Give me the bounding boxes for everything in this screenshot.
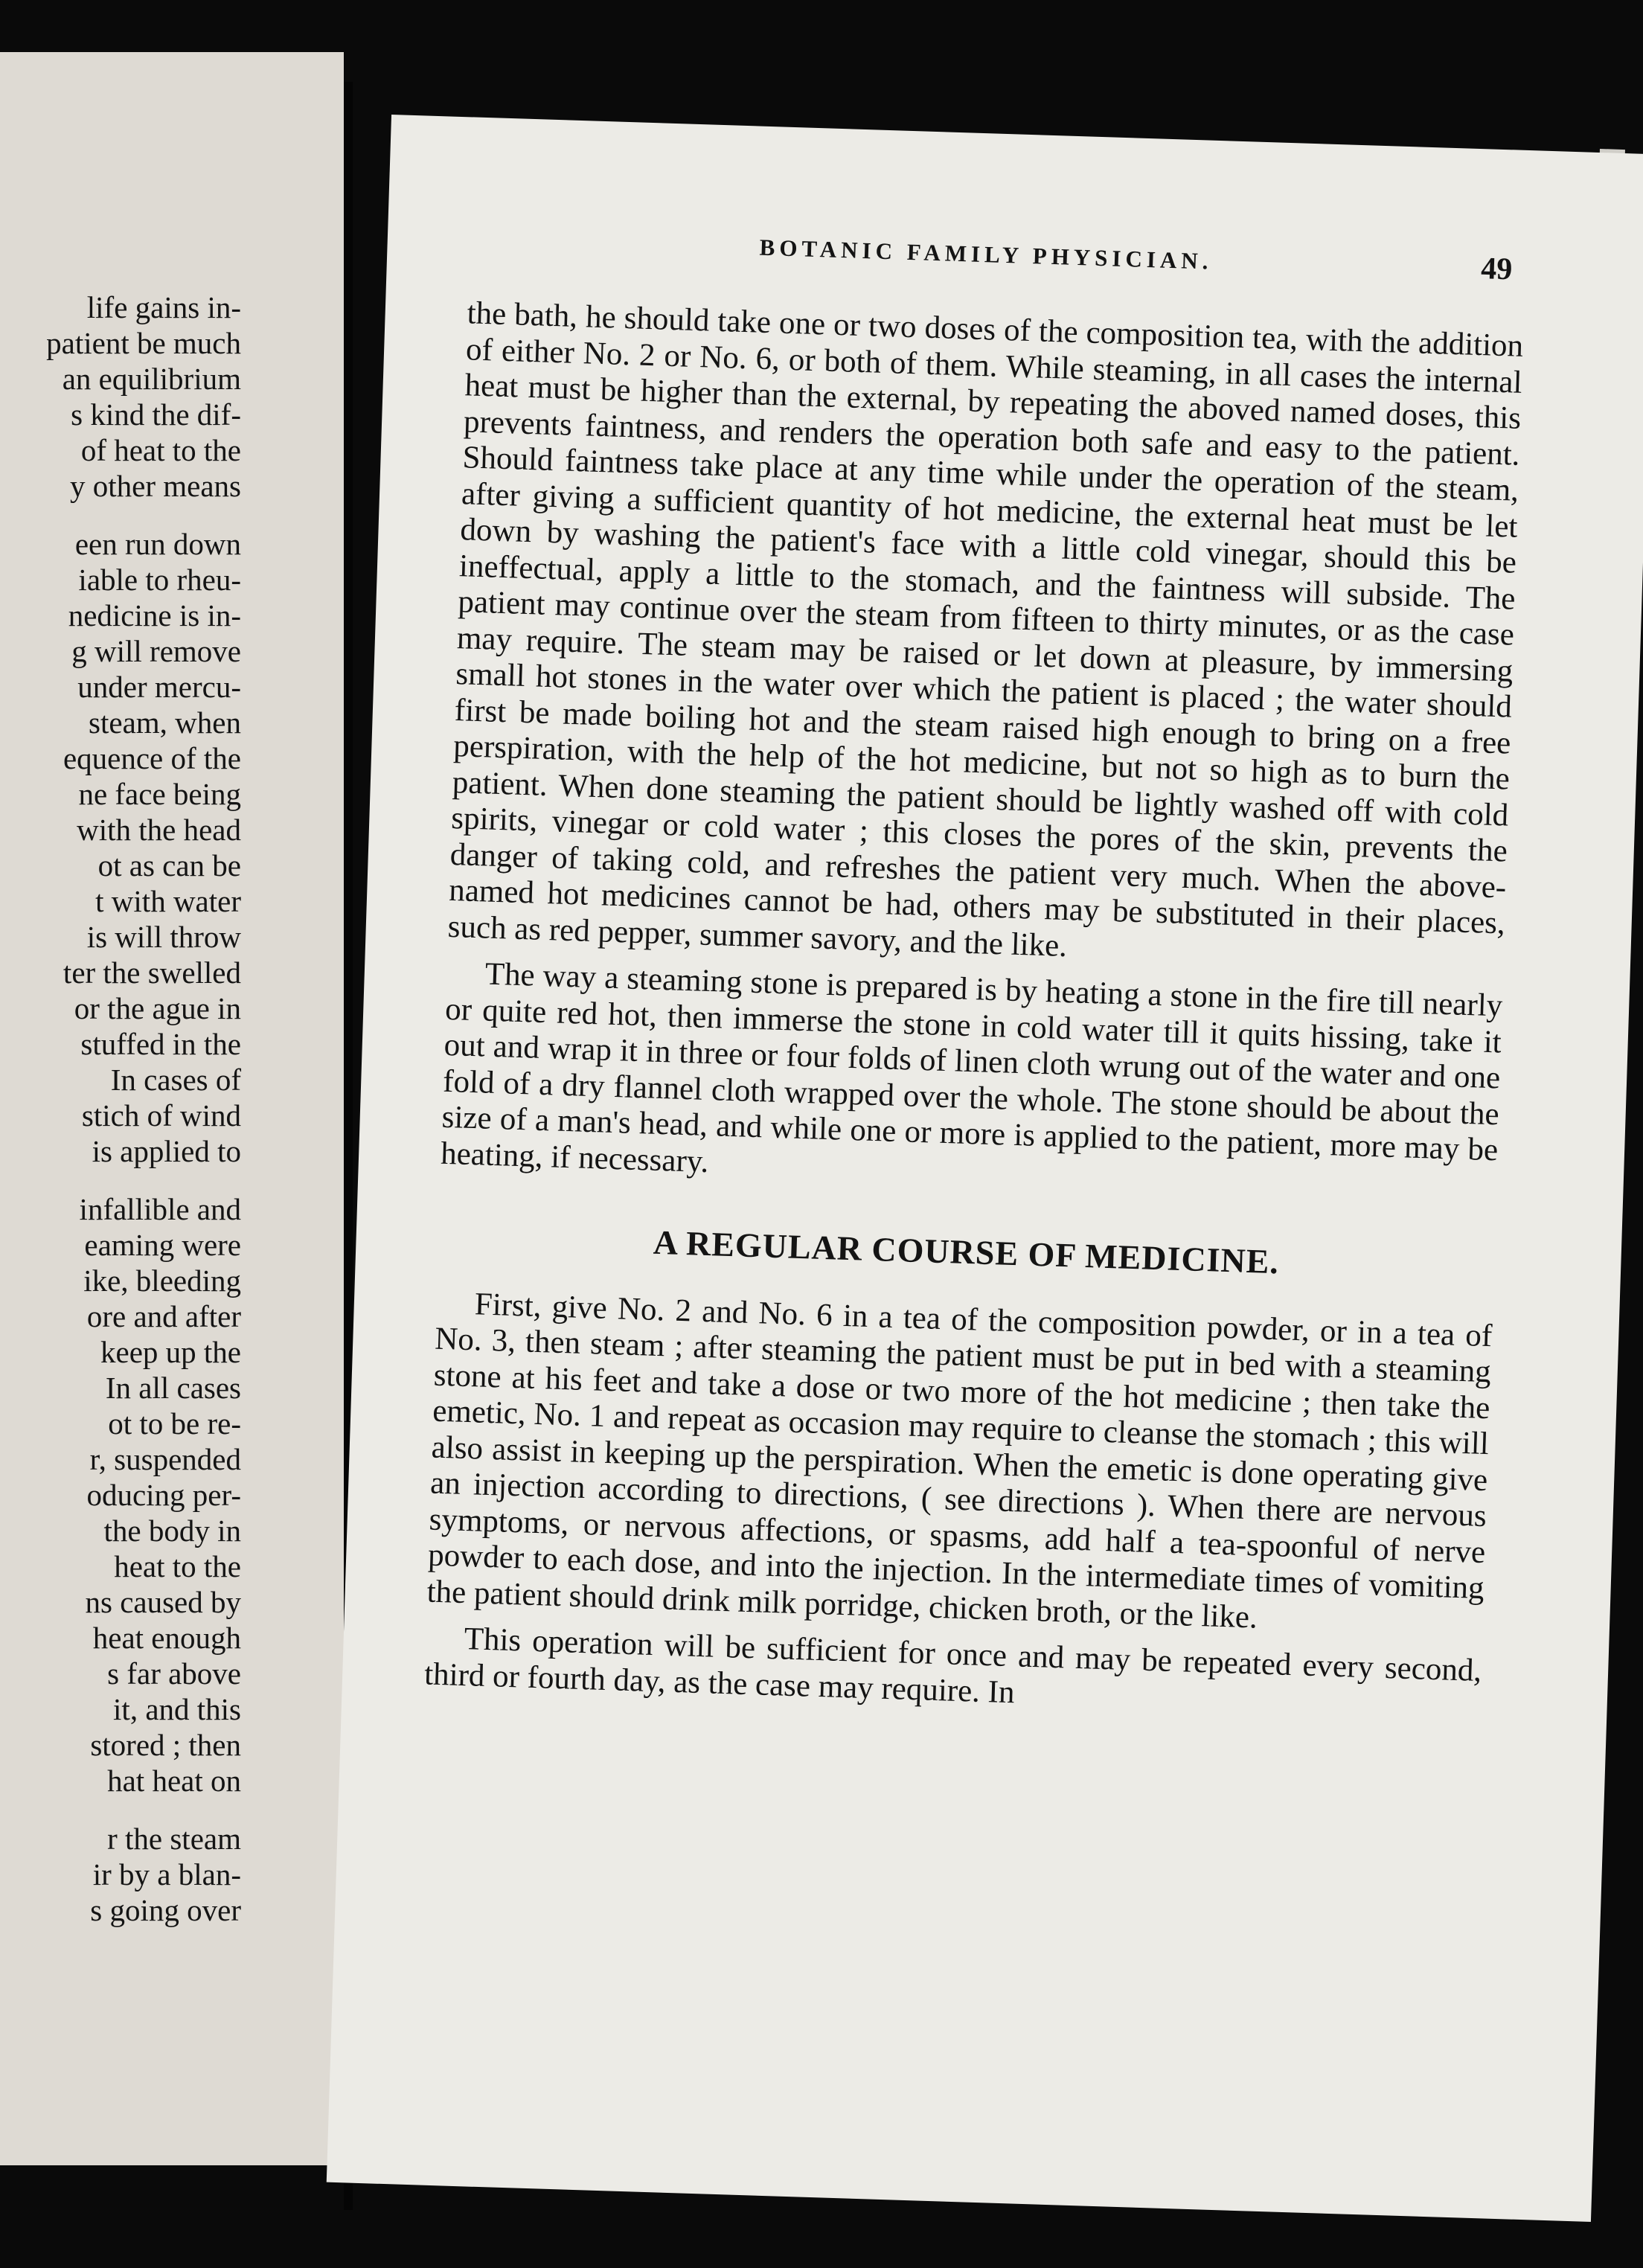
left-page-line: een run down (74, 527, 241, 561)
left-page-line: steam, when (89, 705, 241, 740)
left-page-line: keep up the (100, 1335, 241, 1369)
left-page-line: r, suspended (89, 1442, 241, 1476)
left-page-line: the body in (103, 1513, 241, 1548)
left-page-line: hat heat on (107, 1764, 241, 1798)
left-page-line: ike, bleeding (83, 1263, 241, 1298)
left-page-line: y other means (70, 469, 241, 503)
running-head: BOTANIC FAMILY PHYSICIAN. (759, 234, 1214, 275)
left-page-line: stuffed in the (80, 1027, 241, 1061)
left-page-line: is will throw (86, 920, 241, 954)
body-text (423, 295, 1523, 1726)
left-page-line: stich of wind (81, 1098, 241, 1133)
left-page-line: stored ; then (90, 1728, 241, 1762)
left-page-line: In cases of (110, 1063, 241, 1097)
left-page-line: or the ague in (74, 991, 241, 1025)
left-page-line: nedicine is in- (68, 598, 241, 632)
left-page-line: s kind the dif- (71, 397, 241, 432)
left-page-line: In all cases (105, 1371, 241, 1405)
left-page-line: life gains in- (86, 290, 241, 324)
section-heading: A REGULAR COURSE OF MEDICINE. (653, 1223, 1280, 1281)
left-page-line: oducing per- (86, 1478, 241, 1512)
left-page-line: ns caused by (85, 1585, 241, 1619)
left-page-line: equence of the (63, 741, 241, 775)
paragraph: the bath, he should take one or two doses of the composition tea, with the addition of either No. 2 or No. 6, or both of them. While steaming, in all cases the internal heat must be higher than the external, by repeating the aboved named doses, this prevents faintness, and renders the operation both safe and easy to the patient. Should faintness take place at any time while under the operation of the steam, after giving a sufficient quantity of hot medicine, the external heat must be let down by washing the patient's face with a little cold vinegar, should this be ineffectual, apply a little to the stomach, and the faintness will subside. The patient may continue over the steam from fifteen to thirty minutes, or as the case may require. The steam may be raised or let down at pleasure, by immersing small hot stones in the water over which the patient is placed ; the water should first be made boiling hot and the steam raised high enough to bring on a free perspiration, with the help of the hot medicine, but not so high as to burn the patient. When done steaming the patient should be lightly washed off with cold spirits, vinegar or cold water ; this closes the pores of the skin, prevents the danger of taking cold, and refreshes the patient very much. When the above-named hot medicines cannot be had, others may be substituted in their places, such as red pepper, summer savory, and the like. (447, 295, 1524, 964)
left-page-line: heat enough (92, 1621, 241, 1655)
left-page-line: patient be much (46, 326, 241, 360)
left-page-line: infallible and (79, 1192, 241, 1226)
page-number: 49 (1480, 252, 1513, 287)
left-page (0, 52, 344, 2165)
left-page-line: with the head (77, 813, 241, 847)
paragraph: The way a steaming stone is prepared is by heating a stone in the fire till nearly or quite red hot, then immerse the stone in cold water till it quits hissing, take it out and wrap it in three or four folds of linen cloth wrung out of the water and one fold of a dry flannel cloth wrapped over the whole. The stone should be about the size of a man's head, and while one or more is applied to the patient, more may be heating, if necessary. (440, 956, 1503, 1179)
left-page-line: r the steam (107, 1822, 241, 1856)
right-page (327, 115, 1643, 2222)
left-page-line: t with water (95, 884, 241, 918)
left-page-line: it, and this (113, 1692, 241, 1726)
left-page-line: eaming were (84, 1228, 241, 1262)
left-page-line: under mercu- (77, 670, 241, 704)
left-page-line: ot to be re- (108, 1406, 241, 1441)
left-page-line: ore and after (86, 1299, 241, 1333)
left-page-line: ter the swelled (63, 955, 241, 990)
left-page-line: heat to the (114, 1549, 241, 1583)
left-page-line: s far above (107, 1656, 241, 1691)
left-page-line: ir by a blan- (92, 1857, 241, 1891)
paragraph: First, give No. 2 and No. 6 in a tea of the composition powder, or in a tea of No. 3, then steam ; after steaming the patient must be put in bed with a steaming stone at his feet and take a dose or two more of the hot medicine ; then take the emetic, No. 1 and repeat as occasion may require to cleanse the stomach ; this will also assist in keeping up the perspiration. When the emetic is done operating give an injection according to directions, ( see directions ). When there are nervous symptoms, or nervous affections, or spasms, add half a tea-spoonful of nerve powder to each dose, and into the injection. In the intermediate times of vomiting the patient should drink milk porridge, chicken broth, or the like. (426, 1286, 1493, 1636)
left-page-line: is applied to (92, 1134, 241, 1168)
left-page-line: an equilibrium (62, 362, 241, 396)
left-page-line: g will remove (71, 634, 241, 668)
left-page-line: ot as can be (97, 848, 241, 882)
left-page-line: ne face being (78, 777, 241, 811)
left-page-line: s going over (90, 1893, 241, 1927)
paragraph: This operation will be sufficient for once and may be repeated every second, third or fourth day, as the case may require. In (423, 1621, 1482, 1710)
left-page-line: iable to rheu- (78, 563, 241, 597)
left-page-line: of heat to the (80, 433, 241, 467)
